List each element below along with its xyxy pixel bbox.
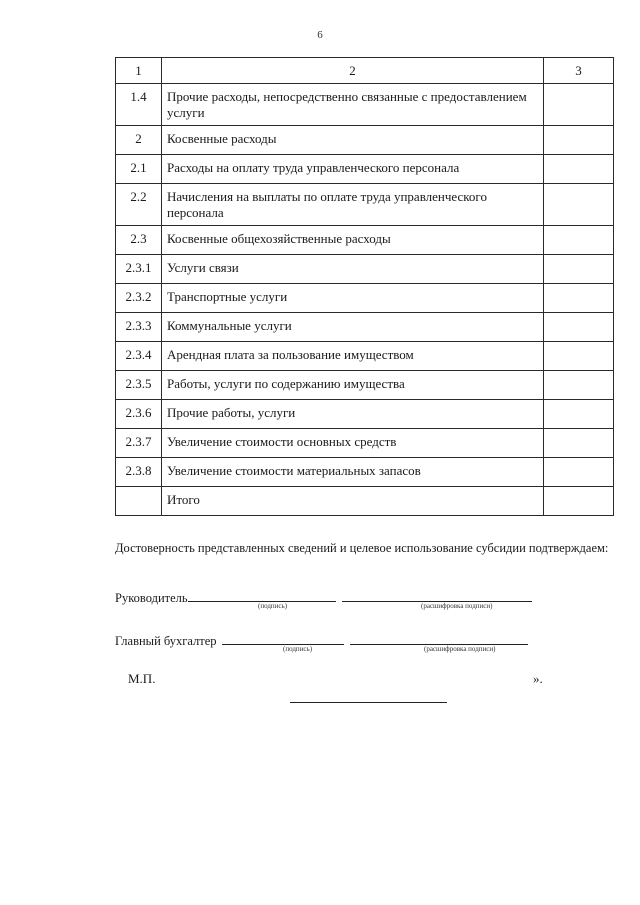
row-value xyxy=(544,184,614,226)
table-row xyxy=(116,126,614,155)
confirmation-text: Достоверность представленных сведений и целевое использование субсидии подтверждаем: xyxy=(115,541,609,555)
table-row xyxy=(116,184,614,226)
row-value xyxy=(544,429,614,458)
row-description: Работы, услуги по содержанию имущества xyxy=(162,371,544,400)
column-header-3: 3 xyxy=(544,58,614,84)
row-description: Прочие расходы, непосредственно связанные с предоставлением услуги xyxy=(162,84,544,126)
date-line[interactable] xyxy=(290,702,447,703)
accountant-signature-line[interactable] xyxy=(222,632,344,645)
table-header-row xyxy=(116,58,614,84)
row-value xyxy=(544,284,614,313)
accountant-decoding-caption: (расшифровка подписи) xyxy=(424,645,496,653)
head-label: Руководитель xyxy=(115,591,188,605)
row-number xyxy=(116,487,162,516)
row-description: Увеличение стоимости основных средств xyxy=(162,429,544,458)
row-number: 2 xyxy=(116,126,162,155)
row-description: Косвенные расходы xyxy=(162,126,544,155)
accountant-label: Главный бухгалтер xyxy=(115,634,217,648)
row-value xyxy=(544,313,614,342)
row-number: 2.2 xyxy=(116,184,162,226)
table-row xyxy=(116,284,614,313)
head-signature-caption: (подпись) xyxy=(258,602,288,610)
row-description: Расходы на оплату труда управленческого персонала xyxy=(162,155,544,184)
table-row xyxy=(116,342,614,371)
row-value xyxy=(544,84,614,126)
row-description: Услуги связи xyxy=(162,255,544,284)
table-row xyxy=(116,255,614,284)
row-number: 2.3.5 xyxy=(116,371,162,400)
head-decoding-line[interactable] xyxy=(342,589,532,602)
row-number: 2.3.4 xyxy=(116,342,162,371)
table-row xyxy=(116,458,614,487)
table-row xyxy=(116,226,614,255)
row-value xyxy=(544,342,614,371)
expense-table xyxy=(115,57,614,516)
row-value xyxy=(544,255,614,284)
row-number: 2.3.3 xyxy=(116,313,162,342)
row-description: Транспортные услуги xyxy=(162,284,544,313)
row-number: 2.3.7 xyxy=(116,429,162,458)
row-value xyxy=(544,226,614,255)
table-row xyxy=(116,84,614,126)
page-number: 6 xyxy=(317,29,323,41)
table-row xyxy=(116,371,614,400)
row-value xyxy=(544,487,614,516)
head-signature-line[interactable] xyxy=(188,589,336,602)
row-value xyxy=(544,400,614,429)
head-decoding-caption: (расшифровка подписи) xyxy=(421,602,493,610)
row-description: Увеличение стоимости материальных запасов xyxy=(162,458,544,487)
table-row xyxy=(116,155,614,184)
table-row xyxy=(116,400,614,429)
date-closing-quote: ». xyxy=(533,671,543,686)
column-header-2: 2 xyxy=(162,58,544,84)
row-description: Арендная плата за пользование имуществом xyxy=(162,342,544,371)
row-number: 2.3.8 xyxy=(116,458,162,487)
stamp-place-label: М.П. xyxy=(128,671,156,686)
row-description: Прочие работы, услуги xyxy=(162,400,544,429)
row-description: Итого xyxy=(162,487,544,516)
row-number: 2.3 xyxy=(116,226,162,255)
row-number: 2.3.6 xyxy=(116,400,162,429)
row-number: 2.3.2 xyxy=(116,284,162,313)
accountant-decoding-line[interactable] xyxy=(350,632,528,645)
row-description: Начисления на выплаты по оплате труда управленческого персонала xyxy=(162,184,544,226)
row-number: 1.4 xyxy=(116,84,162,126)
row-value xyxy=(544,155,614,184)
table-row-total xyxy=(116,487,614,516)
column-header-1: 1 xyxy=(116,58,162,84)
row-value xyxy=(544,126,614,155)
table-row xyxy=(116,429,614,458)
row-value xyxy=(544,458,614,487)
row-description: Коммунальные услуги xyxy=(162,313,544,342)
table-row xyxy=(116,313,614,342)
row-description: Косвенные общехозяйственные расходы xyxy=(162,226,544,255)
row-number: 2.3.1 xyxy=(116,255,162,284)
row-number: 2.1 xyxy=(116,155,162,184)
accountant-signature-caption: (подпись) xyxy=(283,645,313,653)
row-value xyxy=(544,371,614,400)
